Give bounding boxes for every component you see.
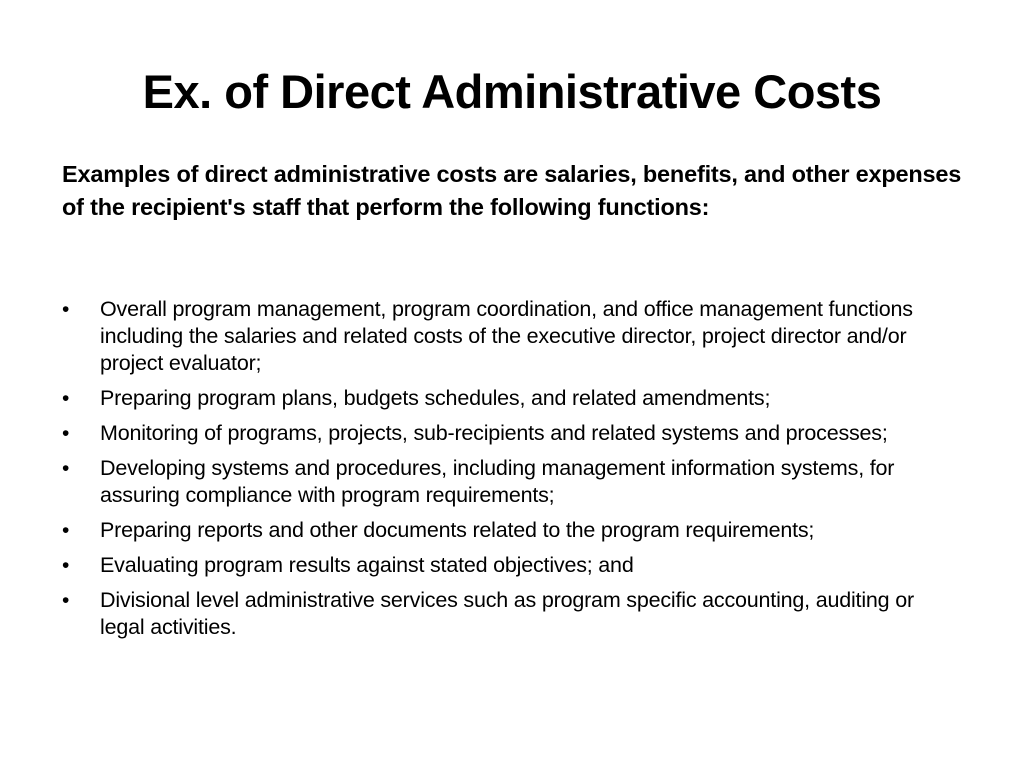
bullet-dot-icon: • bbox=[62, 298, 70, 321]
bullet-list bbox=[62, 296, 962, 649]
bullet-dot-icon: • bbox=[62, 422, 70, 445]
bullet-text: Overall program management, program coordination, and office management functions including the salaries and related costs of the executive director, project director and/or project evaluator; bbox=[100, 297, 913, 375]
bullet-text: Evaluating program results against stated objectives; and bbox=[100, 553, 634, 577]
bullet-text: Preparing program plans, budgets schedules, and related amendments; bbox=[100, 386, 771, 410]
bullet-item bbox=[62, 552, 962, 579]
bullet-item bbox=[62, 296, 962, 377]
bullet-dot-icon: • bbox=[62, 554, 70, 577]
bullet-text: Divisional level administrative services such as program specific accounting, auditing or legal activities. bbox=[100, 588, 914, 639]
intro-paragraph: Examples of direct administrative costs are salaries, benefits, and other expenses of the recipient's staff that perform the following functions: bbox=[62, 161, 962, 220]
bullet-text: Monitoring of programs, projects, sub-recipients and related systems and processes; bbox=[100, 421, 888, 445]
slide-title: Ex. of Direct Administrative Costs bbox=[142, 65, 882, 118]
bullet-dot-icon: • bbox=[62, 589, 70, 612]
bullet-item bbox=[62, 455, 962, 509]
bullet-text: Developing systems and procedures, including management information systems, for assuring compliance with program requirements; bbox=[100, 456, 895, 507]
bullet-item bbox=[62, 517, 962, 544]
bullet-item bbox=[62, 385, 962, 412]
bullet-dot-icon: • bbox=[62, 519, 70, 542]
bullet-text: Preparing reports and other documents related to the program requirements; bbox=[100, 518, 815, 542]
bullet-item bbox=[62, 587, 962, 641]
bullet-dot-icon: • bbox=[62, 457, 70, 480]
bullet-item bbox=[62, 420, 962, 447]
bullet-dot-icon: • bbox=[62, 387, 70, 410]
